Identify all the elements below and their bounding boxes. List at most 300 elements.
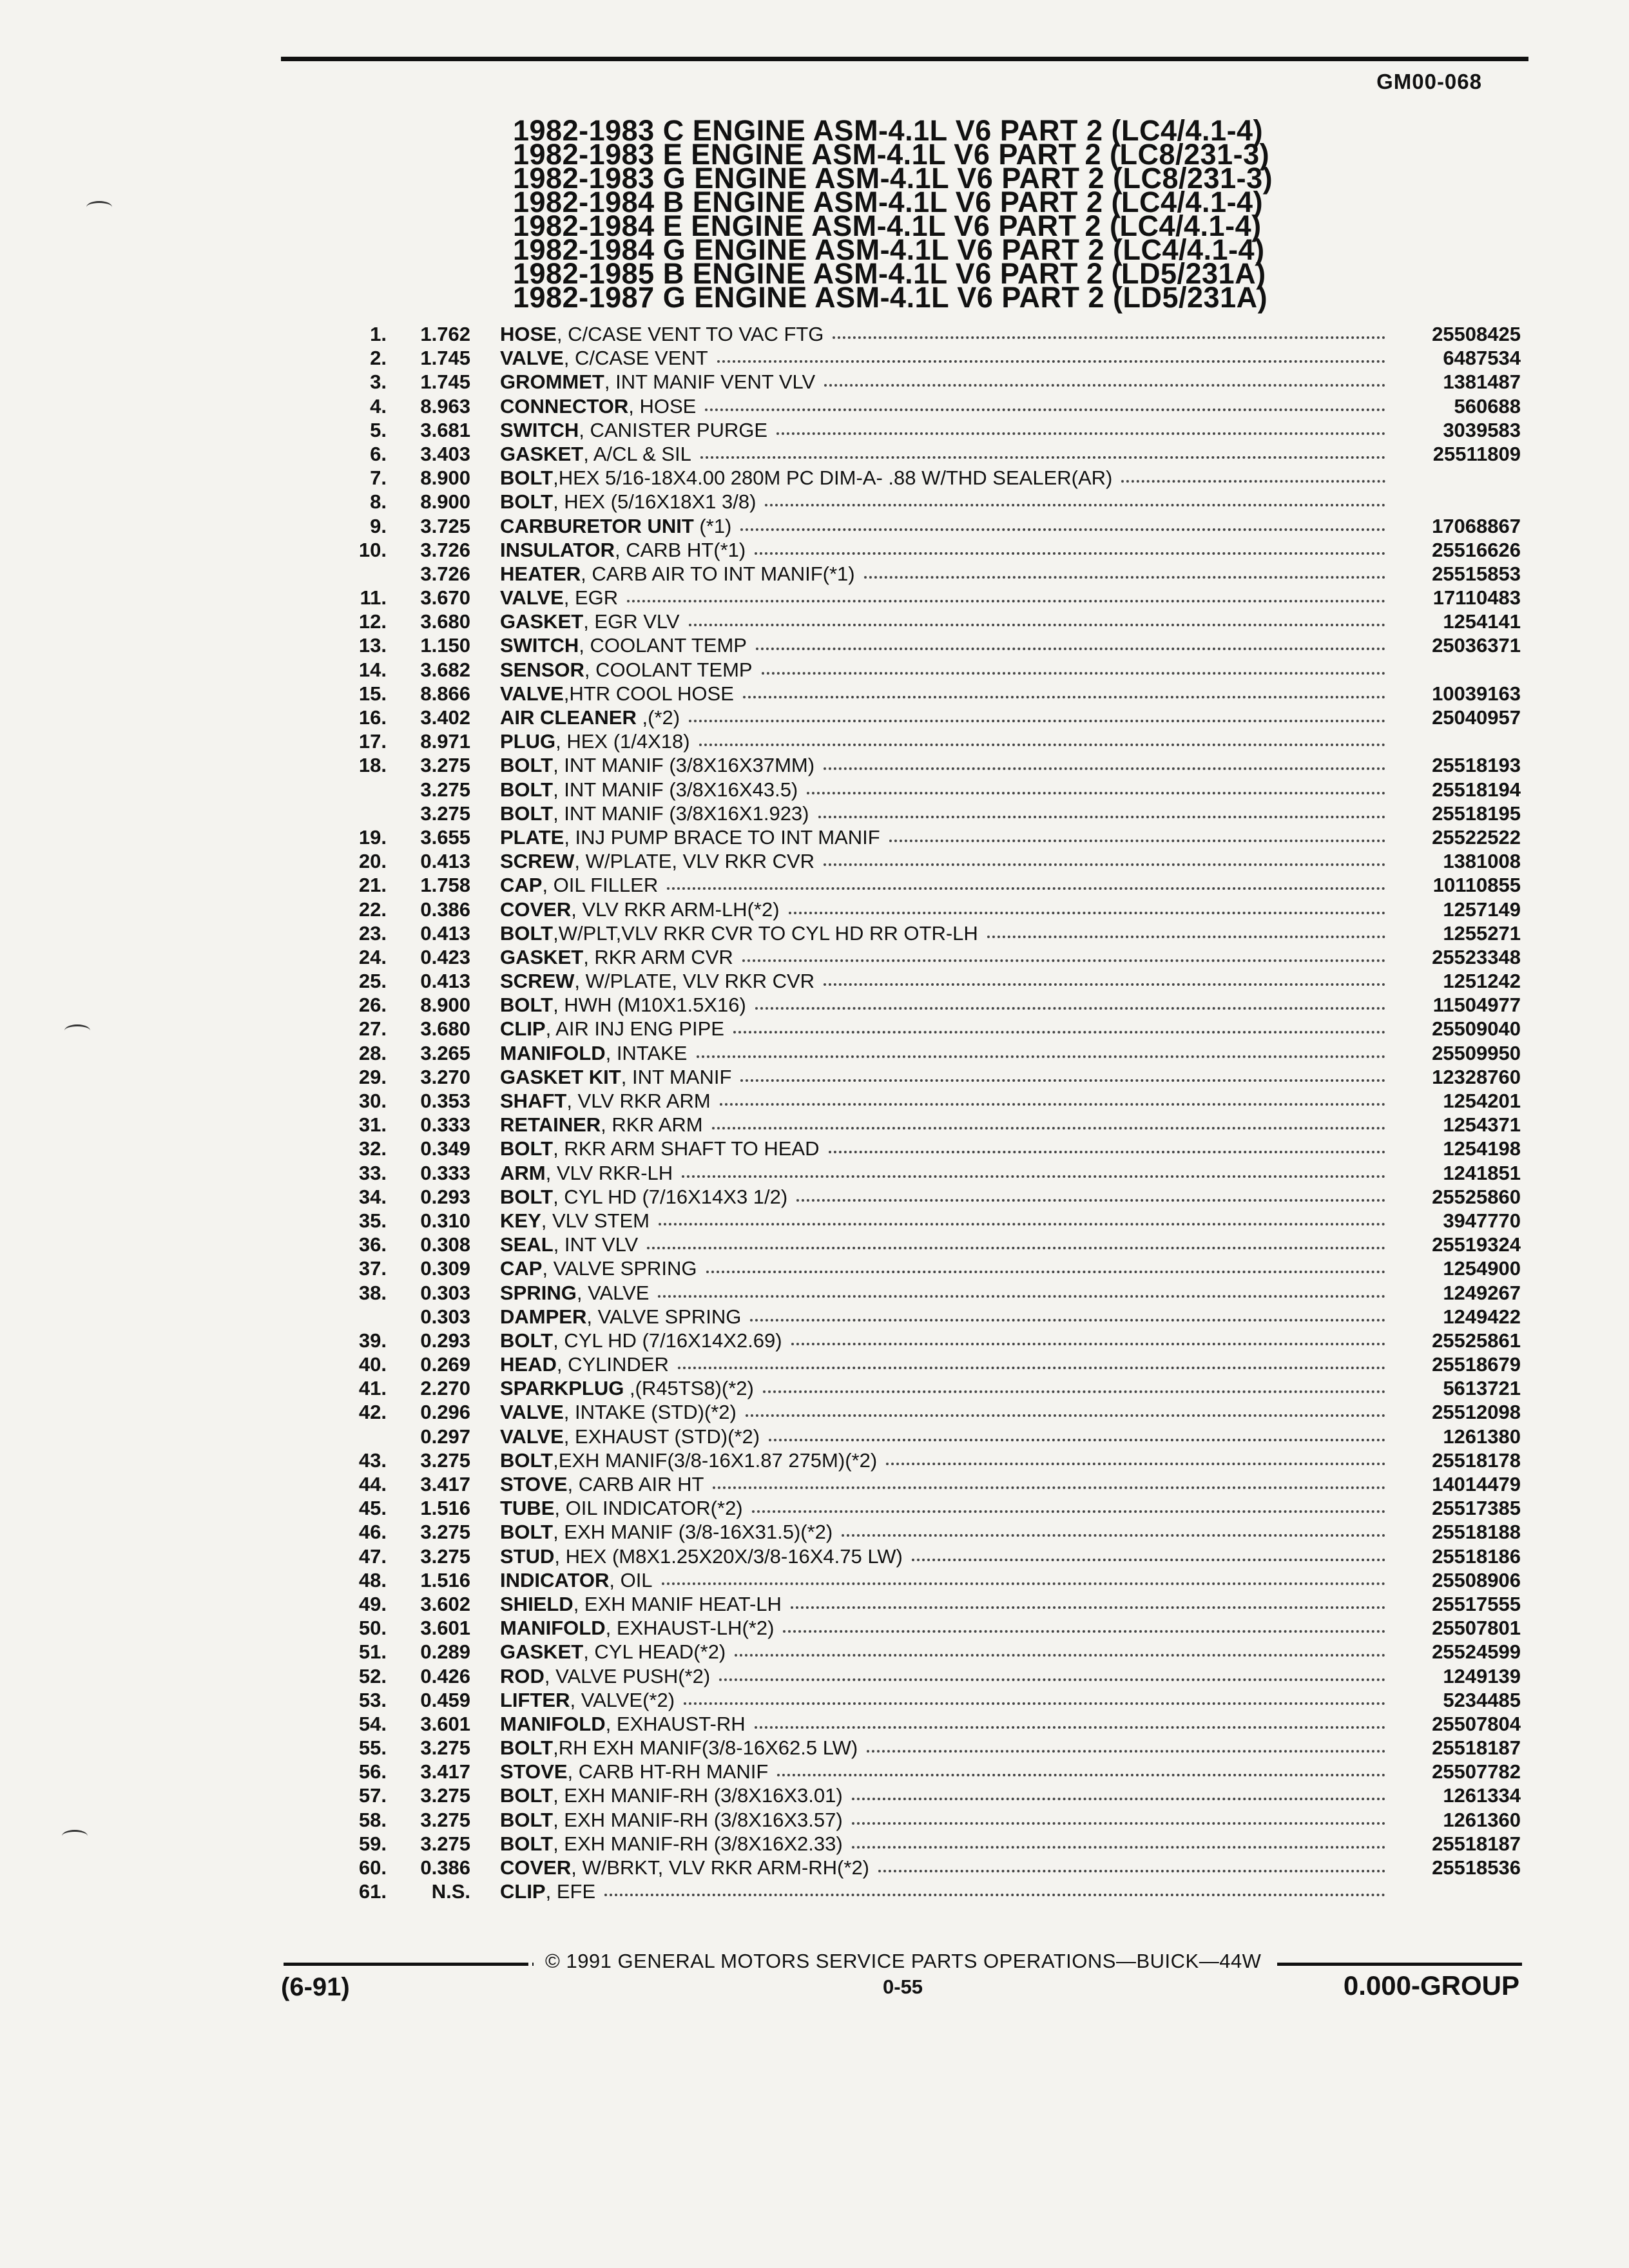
part-name: HOSE bbox=[500, 323, 557, 345]
part-description bbox=[500, 1376, 1385, 1400]
part-group-code: 3.682 bbox=[420, 658, 470, 681]
part-item-number: 16. bbox=[358, 706, 387, 729]
part-name: BOLT bbox=[500, 994, 554, 1017]
part-item-number: 48. bbox=[358, 1568, 387, 1591]
part-description bbox=[500, 442, 1385, 466]
footer-group: 0.000-GROUP bbox=[1343, 1970, 1519, 2001]
part-description-text bbox=[500, 1376, 763, 1400]
part-detail: ,RH EXH MANIF(3/8-16X62.5 LW) bbox=[553, 1736, 858, 1760]
part-row bbox=[342, 346, 1521, 370]
part-item-number: 4. bbox=[370, 394, 387, 418]
part-description-text bbox=[500, 442, 700, 466]
dot-leader bbox=[842, 1520, 1385, 1544]
dot-leader bbox=[755, 538, 1385, 562]
part-description-text bbox=[500, 1041, 697, 1065]
part-row bbox=[342, 921, 1521, 945]
part-number: 25525860 bbox=[1432, 1185, 1521, 1208]
part-description-text bbox=[500, 921, 987, 945]
part-item-number: 1. bbox=[370, 323, 387, 345]
dot-leader bbox=[684, 1688, 1385, 1712]
part-name: TUBE bbox=[500, 1497, 555, 1520]
part-description-text bbox=[500, 1856, 878, 1879]
part-detail: , VALVE(*2) bbox=[570, 1688, 675, 1711]
part-name: AIR CLEANER bbox=[500, 706, 637, 729]
part-row bbox=[342, 969, 1521, 993]
part-description bbox=[500, 322, 1385, 346]
part-description bbox=[500, 1616, 1385, 1640]
part-name: BOLT bbox=[500, 1736, 554, 1760]
dot-leader bbox=[689, 706, 1385, 729]
part-name: SPARKPLUG bbox=[500, 1377, 624, 1400]
part-detail: , A/CL & SIL bbox=[583, 442, 691, 465]
part-group-code: 0.386 bbox=[420, 1856, 470, 1879]
part-description bbox=[500, 1832, 1385, 1856]
part-row bbox=[342, 1496, 1521, 1520]
part-description bbox=[500, 1256, 1385, 1280]
part-name: HEAD bbox=[500, 1353, 557, 1376]
part-item-number: 44. bbox=[358, 1473, 387, 1495]
part-group-code: 0.333 bbox=[420, 1161, 470, 1184]
dot-leader bbox=[824, 969, 1385, 993]
part-detail: , COOLANT TEMP bbox=[584, 658, 753, 681]
part-detail: , INT MANIF (3/8X16X1.923) bbox=[553, 802, 809, 825]
part-group-code: 3.275 bbox=[420, 802, 470, 825]
part-description bbox=[500, 370, 1385, 394]
part-name: CLIP bbox=[500, 1880, 546, 1903]
part-row bbox=[342, 370, 1521, 394]
part-detail: , CARB HT-RH MANIF bbox=[567, 1760, 769, 1783]
part-group-code: 0.303 bbox=[420, 1305, 470, 1328]
part-description-text bbox=[500, 849, 824, 873]
dot-leader bbox=[740, 1065, 1385, 1089]
part-name: BOLT bbox=[500, 778, 554, 801]
dot-leader bbox=[647, 1233, 1385, 1256]
part-detail: , VLV RKR-LH bbox=[545, 1161, 673, 1184]
part-name: CARBURETOR UNIT bbox=[500, 514, 694, 537]
part-group-code: 0.333 bbox=[420, 1113, 470, 1137]
part-group-code: 0.297 bbox=[420, 1425, 470, 1448]
part-description-text bbox=[500, 1329, 791, 1352]
part-group-code: 1.745 bbox=[420, 370, 470, 394]
part-item-number: 22. bbox=[358, 898, 387, 921]
part-item-number: 11. bbox=[360, 586, 387, 610]
part-number: 1255271 bbox=[1443, 921, 1521, 945]
part-group-code: 3.601 bbox=[420, 1712, 470, 1735]
part-description bbox=[500, 1352, 1385, 1376]
part-group-code: 8.900 bbox=[420, 466, 470, 490]
part-row bbox=[342, 729, 1521, 753]
part-detail: , CARB AIR TO INT MANIF(*1) bbox=[581, 562, 855, 585]
part-item-number: 27. bbox=[358, 1017, 387, 1041]
part-description-text bbox=[500, 633, 756, 657]
part-item-number: 36. bbox=[358, 1233, 387, 1256]
part-group-code: 0.459 bbox=[420, 1688, 470, 1711]
part-description bbox=[500, 1400, 1385, 1424]
part-item-number: 46. bbox=[358, 1521, 387, 1544]
dot-leader bbox=[776, 418, 1385, 442]
part-row bbox=[342, 1281, 1521, 1305]
part-row bbox=[342, 658, 1521, 682]
part-item-number: 42. bbox=[358, 1401, 387, 1424]
part-number: 1249422 bbox=[1443, 1305, 1521, 1328]
dot-leader bbox=[796, 1185, 1385, 1209]
part-number: 1261360 bbox=[1443, 1808, 1521, 1831]
part-row bbox=[342, 1568, 1521, 1592]
part-row bbox=[342, 706, 1521, 729]
part-name: BOLT bbox=[500, 802, 554, 825]
part-number: 1254141 bbox=[1443, 610, 1521, 633]
part-group-code: 0.293 bbox=[420, 1185, 470, 1208]
part-row bbox=[342, 898, 1521, 921]
part-description bbox=[500, 849, 1385, 873]
part-detail: , HWH (M10X1.5X16) bbox=[553, 994, 746, 1017]
part-group-code: 1.758 bbox=[420, 874, 470, 897]
part-number: 25523348 bbox=[1432, 945, 1521, 968]
part-description-text bbox=[500, 969, 824, 993]
part-name: PLATE bbox=[500, 825, 564, 849]
part-name: ROD bbox=[500, 1664, 545, 1687]
part-name: BOLT bbox=[500, 1137, 554, 1160]
part-description-text bbox=[500, 490, 765, 514]
part-description bbox=[500, 1712, 1385, 1736]
part-detail: (*1) bbox=[693, 514, 732, 537]
part-item-number: 40. bbox=[358, 1353, 387, 1376]
engine-title-line: 1982-1984 E ENGINE ASM-4.1L V6 PART 2 (LC4/4.1-4) bbox=[513, 209, 1262, 242]
part-detail: , RKR ARM CVR bbox=[583, 945, 733, 968]
part-detail: , RKR ARM SHAFT TO HEAD bbox=[553, 1137, 820, 1160]
part-description-text bbox=[500, 1137, 829, 1160]
part-row bbox=[342, 1832, 1521, 1856]
part-row bbox=[342, 1640, 1521, 1664]
part-number: 25518188 bbox=[1432, 1521, 1521, 1544]
engine-title-line: 1982-1985 B ENGINE ASM-4.1L V6 PART 2 (LD5/231A) bbox=[513, 257, 1266, 290]
part-row bbox=[342, 1089, 1521, 1113]
part-number: 25516626 bbox=[1432, 538, 1521, 561]
part-row bbox=[342, 394, 1521, 418]
part-name: CAP bbox=[500, 1257, 543, 1280]
part-number: 560688 bbox=[1454, 394, 1521, 418]
part-number: 25518178 bbox=[1432, 1448, 1521, 1472]
part-name: STOVE bbox=[500, 1473, 568, 1495]
part-item-number: 33. bbox=[358, 1161, 387, 1184]
part-number: 1251242 bbox=[1443, 970, 1521, 993]
part-number: 25522522 bbox=[1432, 825, 1521, 849]
part-row bbox=[342, 586, 1521, 610]
part-name: KEY bbox=[500, 1209, 541, 1232]
part-number: 25511809 bbox=[1432, 442, 1521, 465]
part-description-text bbox=[500, 1400, 746, 1424]
part-detail: , OIL INDICATOR(*2) bbox=[554, 1497, 743, 1520]
part-item-number: 9. bbox=[370, 514, 387, 537]
part-detail: , HOSE bbox=[628, 394, 697, 418]
dot-leader bbox=[697, 1041, 1386, 1065]
dot-leader bbox=[886, 1448, 1385, 1472]
part-item-number: 17. bbox=[358, 730, 387, 753]
part-detail: , VLV STEM bbox=[541, 1209, 650, 1232]
part-description-text bbox=[500, 466, 1121, 490]
part-number: 25509950 bbox=[1432, 1041, 1521, 1064]
part-number: 1254201 bbox=[1443, 1090, 1521, 1112]
part-name: SWITCH bbox=[500, 418, 579, 441]
part-group-code: 3.725 bbox=[420, 514, 470, 537]
part-row bbox=[342, 1688, 1521, 1712]
footer-copyright: © 1991 GENERAL MOTORS SERVICE PARTS OPERATIONS—BUICK—44W bbox=[545, 1950, 1262, 1972]
part-group-code: 0.289 bbox=[420, 1640, 470, 1664]
part-description-text bbox=[500, 945, 742, 969]
part-group-code: 3.275 bbox=[420, 1808, 470, 1831]
part-name: CAP bbox=[500, 874, 543, 897]
part-description bbox=[500, 969, 1385, 993]
part-description bbox=[500, 562, 1385, 586]
part-item-number: 5. bbox=[370, 418, 387, 441]
part-number: 1249267 bbox=[1443, 1281, 1521, 1304]
part-description bbox=[500, 1137, 1385, 1160]
part-item-number: 61. bbox=[358, 1880, 387, 1903]
part-description bbox=[500, 1281, 1385, 1305]
part-description-text bbox=[500, 1089, 720, 1113]
part-item-number: 45. bbox=[358, 1497, 387, 1520]
part-row bbox=[342, 1041, 1521, 1065]
part-detail: , C/CASE VENT bbox=[563, 347, 708, 370]
part-number: 6487534 bbox=[1443, 347, 1521, 370]
part-name: VALVE bbox=[500, 1401, 564, 1424]
footer-page-number: 0-55 bbox=[883, 1975, 923, 1998]
part-name: VALVE bbox=[500, 586, 564, 610]
part-description-text bbox=[500, 682, 743, 706]
part-name: PLUG bbox=[500, 730, 556, 753]
part-item-number: 10. bbox=[358, 538, 387, 561]
part-row bbox=[342, 1400, 1521, 1424]
part-description bbox=[500, 418, 1385, 442]
dot-leader bbox=[627, 586, 1385, 610]
part-row bbox=[342, 1329, 1521, 1352]
part-row bbox=[342, 1783, 1521, 1807]
part-item-number: 20. bbox=[358, 850, 387, 873]
part-detail: ,(R45TS8)(*2) bbox=[624, 1377, 754, 1400]
part-group-code: 8.963 bbox=[420, 394, 470, 418]
part-item-number: 2. bbox=[370, 347, 387, 370]
part-detail: , COOLANT TEMP bbox=[579, 634, 747, 657]
part-description-text bbox=[500, 370, 824, 394]
part-description bbox=[500, 1448, 1385, 1472]
part-number: 25518536 bbox=[1432, 1856, 1521, 1879]
part-description bbox=[500, 1425, 1385, 1448]
part-row bbox=[342, 1760, 1521, 1783]
part-item-number: 39. bbox=[358, 1329, 387, 1352]
part-item-number: 25. bbox=[358, 970, 387, 993]
parts-list bbox=[342, 322, 1521, 1903]
part-group-code: 1.516 bbox=[420, 1497, 470, 1520]
part-item-number: 12. bbox=[358, 610, 387, 633]
part-group-code: 3.726 bbox=[420, 562, 470, 585]
part-row bbox=[342, 682, 1521, 706]
part-description-text bbox=[500, 778, 807, 802]
part-row bbox=[342, 1448, 1521, 1472]
part-item-number: 23. bbox=[358, 921, 387, 945]
part-name: ARM bbox=[500, 1161, 546, 1184]
part-description bbox=[500, 753, 1385, 777]
engine-title-line: 1982-1983 E ENGINE ASM-4.1L V6 PART 2 (LC8/231-3) bbox=[513, 138, 1270, 171]
part-number: 10039163 bbox=[1432, 682, 1521, 705]
part-detail: , W/PLATE, VLV RKR CVR bbox=[574, 970, 815, 993]
part-number: 25518186 bbox=[1432, 1544, 1521, 1568]
part-item-number: 29. bbox=[358, 1065, 387, 1088]
part-row bbox=[342, 778, 1521, 802]
part-group-code: 3.680 bbox=[420, 1017, 470, 1041]
part-name: CONNECTOR bbox=[500, 394, 629, 418]
dot-leader bbox=[735, 1640, 1385, 1664]
part-row bbox=[342, 1616, 1521, 1640]
part-description-text bbox=[500, 1544, 912, 1568]
dot-leader bbox=[762, 658, 1385, 682]
part-detail: , VALVE SPRING bbox=[586, 1305, 742, 1328]
part-name: BOLT bbox=[500, 1784, 554, 1807]
part-description bbox=[500, 514, 1385, 538]
dot-leader bbox=[912, 1544, 1385, 1568]
dot-leader bbox=[769, 1425, 1385, 1448]
part-item-number: 47. bbox=[358, 1544, 387, 1568]
part-row bbox=[342, 1305, 1521, 1329]
part-item-number: 15. bbox=[358, 682, 387, 705]
part-description-text bbox=[500, 1209, 659, 1233]
part-row bbox=[342, 1352, 1521, 1376]
dot-leader bbox=[824, 753, 1385, 777]
part-number: 1254900 bbox=[1443, 1257, 1521, 1280]
dot-leader bbox=[791, 1592, 1385, 1616]
part-description-text bbox=[500, 1496, 752, 1520]
part-detail: , HEX (5/16X18X1 3/8) bbox=[553, 490, 757, 514]
part-description-text bbox=[500, 753, 824, 777]
part-name: COVER bbox=[500, 1856, 572, 1879]
part-number: 25509040 bbox=[1432, 1017, 1521, 1041]
dot-leader bbox=[783, 1616, 1385, 1640]
part-item-number: 37. bbox=[358, 1257, 387, 1280]
part-detail: ,HEX 5/16-18X4.00 280M PC DIM-A- .88 W/THD SEALER(AR) bbox=[553, 466, 1113, 490]
part-group-code: 3.275 bbox=[420, 754, 470, 777]
part-detail: , VLV RKR ARM bbox=[566, 1090, 711, 1112]
part-detail: , EXH MANIF-RH (3/8X16X3.57) bbox=[553, 1808, 843, 1831]
part-detail: , EXH MANIF (3/8-16X31.5)(*2) bbox=[553, 1521, 833, 1544]
part-detail: , RKR ARM bbox=[601, 1113, 703, 1137]
part-number: 1241851 bbox=[1443, 1161, 1521, 1184]
dot-leader bbox=[791, 1329, 1385, 1352]
part-description bbox=[500, 682, 1385, 706]
part-description-text bbox=[500, 1425, 769, 1448]
part-row bbox=[342, 1544, 1521, 1568]
part-name: SEAL bbox=[500, 1233, 554, 1256]
part-row bbox=[342, 825, 1521, 849]
part-description-text bbox=[500, 1161, 682, 1185]
part-detail: , INJ PUMP BRACE TO INT MANIF bbox=[564, 825, 880, 849]
part-group-code: 3.275 bbox=[420, 1544, 470, 1568]
part-group-code: 0.309 bbox=[420, 1257, 470, 1280]
dot-leader bbox=[756, 633, 1385, 657]
part-detail: , EXHAUST-LH(*2) bbox=[605, 1617, 775, 1640]
part-description-text bbox=[500, 993, 755, 1017]
part-number: 11504977 bbox=[1432, 994, 1521, 1017]
part-description-text bbox=[500, 394, 705, 418]
engine-titles bbox=[513, 114, 1351, 314]
part-name: BOLT bbox=[500, 1808, 554, 1831]
part-description bbox=[500, 729, 1385, 753]
part-number: 25518679 bbox=[1432, 1353, 1521, 1376]
dot-leader bbox=[752, 1496, 1385, 1520]
dot-leader bbox=[878, 1856, 1385, 1879]
part-detail: , VALVE PUSH(*2) bbox=[544, 1664, 711, 1687]
part-detail: , INT MANIF bbox=[621, 1065, 732, 1088]
part-item-number: 32. bbox=[358, 1137, 387, 1160]
dot-leader bbox=[987, 921, 1385, 945]
part-name: COVER bbox=[500, 898, 572, 921]
part-item-number: 30. bbox=[358, 1090, 387, 1112]
part-number: 1381487 bbox=[1443, 370, 1521, 394]
part-row bbox=[342, 1736, 1521, 1760]
part-detail: , INTAKE (STD)(*2) bbox=[563, 1401, 737, 1424]
part-description bbox=[500, 1472, 1385, 1496]
dot-leader bbox=[765, 490, 1385, 514]
part-detail: , INTAKE bbox=[605, 1041, 688, 1064]
part-item-number: 50. bbox=[358, 1617, 387, 1640]
part-row bbox=[342, 418, 1521, 442]
part-description-text bbox=[500, 1760, 777, 1783]
part-item-number: 14. bbox=[358, 658, 387, 681]
part-description bbox=[500, 802, 1385, 825]
part-description-text bbox=[500, 610, 689, 633]
part-description-text bbox=[500, 586, 627, 610]
part-detail: , OIL bbox=[609, 1568, 653, 1591]
part-row bbox=[342, 1209, 1521, 1233]
part-number: 25508425 bbox=[1432, 323, 1521, 345]
part-description bbox=[500, 633, 1385, 657]
part-group-code: 3.275 bbox=[420, 1736, 470, 1760]
part-name: SHAFT bbox=[500, 1090, 567, 1112]
dot-leader bbox=[852, 1832, 1385, 1856]
part-detail: , HEX (M8X1.25X20X/3/8-16X4.75 LW) bbox=[554, 1544, 903, 1568]
part-group-code: 0.423 bbox=[420, 945, 470, 968]
footer-rule-left bbox=[284, 1963, 528, 1966]
part-number: 1249139 bbox=[1443, 1664, 1521, 1687]
part-row bbox=[342, 1856, 1521, 1879]
part-item-number: 51. bbox=[358, 1640, 387, 1664]
part-row bbox=[342, 1256, 1521, 1280]
part-row bbox=[342, 322, 1521, 346]
document-id: GM00-068 bbox=[1376, 70, 1482, 93]
part-number: 3039583 bbox=[1443, 418, 1521, 441]
part-number: 1254198 bbox=[1443, 1137, 1521, 1160]
part-description bbox=[500, 658, 1385, 682]
part-item-number: 21. bbox=[358, 874, 387, 897]
part-detail: , INT MANIF (3/8X16X43.5) bbox=[553, 778, 798, 801]
part-row bbox=[342, 466, 1521, 490]
part-number: 1381008 bbox=[1443, 850, 1521, 873]
part-description-text bbox=[500, 1879, 604, 1903]
part-number: 25507801 bbox=[1432, 1617, 1521, 1640]
part-description-text bbox=[500, 1712, 755, 1736]
part-description bbox=[500, 921, 1385, 945]
part-item-number: 49. bbox=[358, 1592, 387, 1615]
part-row bbox=[342, 1017, 1521, 1041]
part-description-text bbox=[500, 898, 789, 921]
part-row bbox=[342, 633, 1521, 657]
part-group-code: 8.971 bbox=[420, 730, 470, 753]
part-description bbox=[500, 586, 1385, 610]
part-detail: , CYLINDER bbox=[556, 1353, 669, 1376]
part-number: 17110483 bbox=[1432, 586, 1521, 610]
engine-title-line: 1982-1984 B ENGINE ASM-4.1L V6 PART 2 (LC4/4.1-4) bbox=[513, 186, 1264, 218]
dot-leader bbox=[833, 322, 1385, 346]
part-group-code: 0.303 bbox=[420, 1281, 470, 1304]
part-item-number: 13. bbox=[358, 634, 387, 657]
